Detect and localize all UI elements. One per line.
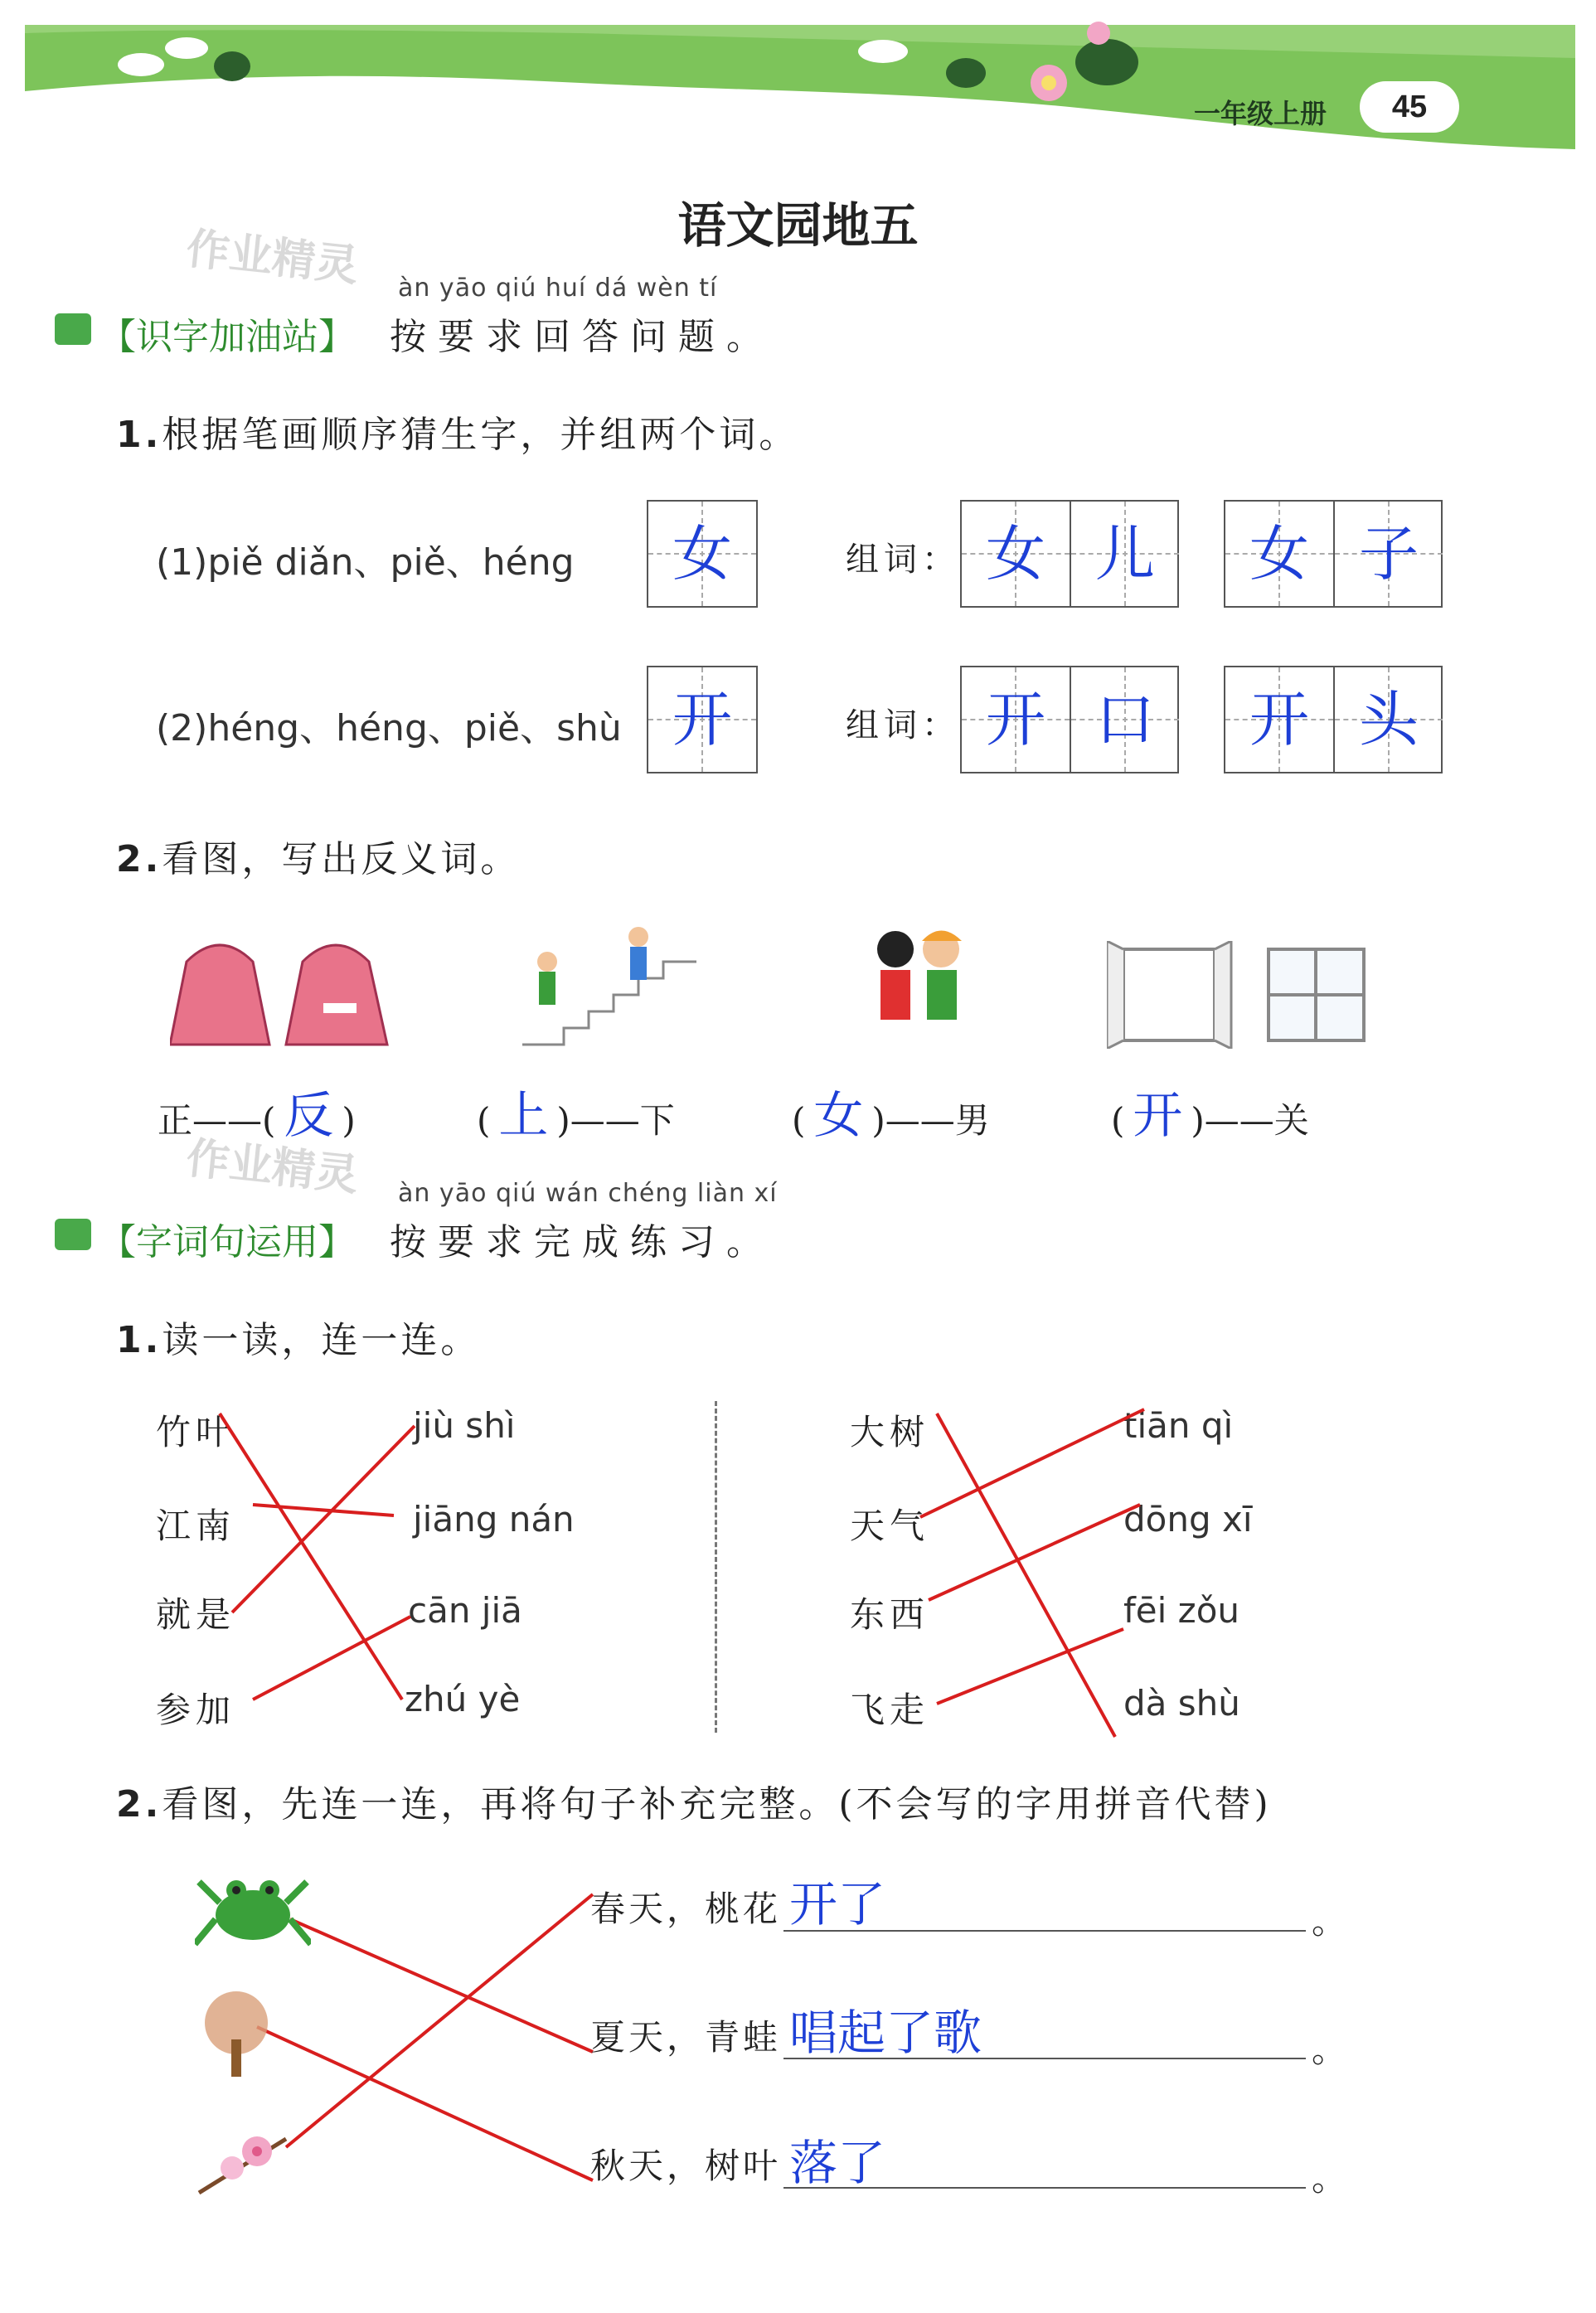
match-line-feizou — [937, 1629, 1123, 1704]
antonym-1-left: 正——( — [158, 1100, 276, 1141]
watermark: 作业精灵 — [183, 224, 361, 292]
s2-q1-left-word-4: 参加 — [156, 1690, 236, 1730]
match-line-frog — [290, 1919, 593, 2052]
sentence-1-prefix: 春天，桃花 — [590, 1889, 782, 1929]
match-line-canjia — [253, 1617, 410, 1700]
s2-q1-right-pinyin-3: fēi zǒu — [1123, 1590, 1240, 1631]
s2-q1-right-pinyin-2: dōng xī — [1123, 1499, 1253, 1540]
s1-q1-number: 1. — [116, 414, 163, 456]
s1-q1-row2-word2-char2: 头 — [1358, 685, 1419, 754]
s1-q1-row1-word1-char1: 女 — [985, 519, 1045, 589]
grade-label: 一年级上册 — [1194, 99, 1327, 128]
s1-q2-text: 看图，写出反义词。 — [162, 838, 521, 880]
match-line-jiushi — [232, 1426, 415, 1612]
s2-q1-right-word-1: 大树 — [850, 1412, 930, 1452]
antonym-3-answer[interactable]: 女 — [813, 1087, 864, 1145]
s2-q1-right-word-4: 飞走 — [850, 1690, 930, 1730]
antonym-2-left: ( — [477, 1100, 491, 1141]
frog-illustration — [195, 1869, 311, 1952]
s2-q1-right-pinyin-1: tiān qì — [1123, 1405, 1234, 1446]
s2-q1-left-word-3: 就是 — [156, 1594, 236, 1635]
antonym-4-left: ( — [1111, 1100, 1125, 1141]
s1-q1-row2-char: 开 — [672, 685, 732, 754]
s2-q1-right-pinyin-4: dà shù — [1123, 1683, 1240, 1724]
s1-q2-number: 2. — [116, 838, 163, 880]
sentence-1-end: 。 — [1312, 1901, 1351, 1942]
s2-q2-text: 看图，先连一连，再将句子补充完整。(不会写的字用拼音代替) — [162, 1783, 1272, 1826]
s1-q1-row2-zuci: 组词： — [846, 706, 960, 744]
sentence-3-end: 。 — [1312, 2158, 1351, 2199]
autumn-tree-illustration — [195, 1990, 278, 2081]
s1-q1-row1-char-cell[interactable] — [647, 500, 758, 608]
section2-instruction: 按要求完成练习。 — [390, 1221, 774, 1263]
s2-q1-right-word-3: 东西 — [850, 1594, 930, 1635]
sentence-2-answer: 唱起了歌 — [789, 2005, 982, 2061]
section2-pinyin: àn yāo qiú wán chéng liàn xí — [398, 1179, 778, 1208]
match-line-dongxi — [929, 1505, 1140, 1600]
s2-q1-left-pinyin-3: cān jiā — [408, 1590, 522, 1631]
s1-q1-row2-word1-char2: 口 — [1094, 685, 1155, 754]
s1-q1-row1-prompt: (1)piě diǎn、piě、héng — [156, 541, 575, 584]
match-line-tianqi — [920, 1409, 1144, 1517]
s1-q1-row1-word2-char1: 女 — [1249, 519, 1309, 589]
section1-instruction: 按要求回答问题。 — [390, 316, 774, 358]
antonym-1-right: ) — [342, 1100, 356, 1141]
match-line-tree — [257, 2027, 593, 2180]
s2-q2 — [116, 1774, 1272, 1827]
s2-q1-number: 1. — [116, 1319, 163, 1361]
s1-q1-row1-word2-char2: 子 — [1358, 519, 1419, 589]
match-line-zhuye — [220, 1414, 402, 1700]
antonym-4-right: )——关 — [1191, 1100, 1309, 1141]
peach-blossom-illustration — [195, 2122, 294, 2197]
s2-q2-number: 2. — [116, 1783, 163, 1826]
sentence-3-prefix: 秋天，树叶 — [590, 2146, 782, 2186]
sentence-1-answer: 开了 — [789, 1876, 886, 1932]
watermark-2: 作业精灵 — [183, 1133, 361, 1201]
antonym-2-answer[interactable]: 上 — [498, 1087, 549, 1145]
s2-q1-text: 读一读，连一连。 — [162, 1319, 481, 1361]
antonym-3-right: )——男 — [871, 1100, 990, 1141]
section1-pinyin: àn yāo qiú huí dá wèn tí — [398, 274, 718, 303]
sentence-3-answer: 落了 — [789, 2135, 886, 2191]
match-line-dashu — [937, 1414, 1115, 1737]
s2-q1-left-pinyin-2: jiāng nán — [413, 1499, 575, 1540]
antonym-2-right: )——下 — [556, 1100, 675, 1141]
s1-q1-row2-word2-char1: 开 — [1249, 685, 1309, 754]
s1-q1-text: 根据笔画顺序猜生字，并组两个词。 — [162, 414, 799, 456]
section2-label: 【字词句运用】 — [99, 1221, 355, 1263]
sentence-2-end: 。 — [1312, 2029, 1351, 2070]
s2-q1-left-word-1: 竹叶 — [156, 1412, 236, 1452]
s2-q1-left-pinyin-4: zhú yè — [405, 1679, 521, 1719]
s1-q1-row2-word1-char1: 开 — [985, 685, 1045, 754]
s1-q1-row2-prompt: (2)héng、héng、piě、shù — [156, 707, 622, 749]
match-line-jiangnan — [253, 1505, 394, 1515]
s1-q1-row1-zuci: 组词： — [846, 541, 960, 579]
antonym-1-answer[interactable]: 反 — [284, 1087, 334, 1145]
s1-q1-row1-char: 女 — [672, 519, 732, 589]
antonym-4-answer[interactable]: 开 — [1133, 1087, 1183, 1145]
s1-q1-row1-word1-char2: 儿 — [1094, 519, 1155, 589]
s2-q1-right-word-2: 天气 — [850, 1506, 930, 1546]
page-number: 45 — [1360, 81, 1459, 133]
antonym-3-left: ( — [792, 1100, 806, 1141]
page-title: 语文园地五 — [677, 197, 919, 254]
section1-label: 【识字加油站】 — [99, 316, 355, 358]
s2-q1-left-pinyin-1: jiù shì — [413, 1405, 516, 1446]
s2-q1-left-word-2: 江南 — [156, 1506, 236, 1546]
s1-q1-row2-char-cell[interactable] — [647, 666, 758, 773]
sentence-2-prefix: 夏天，青蛙 — [590, 2017, 782, 2058]
